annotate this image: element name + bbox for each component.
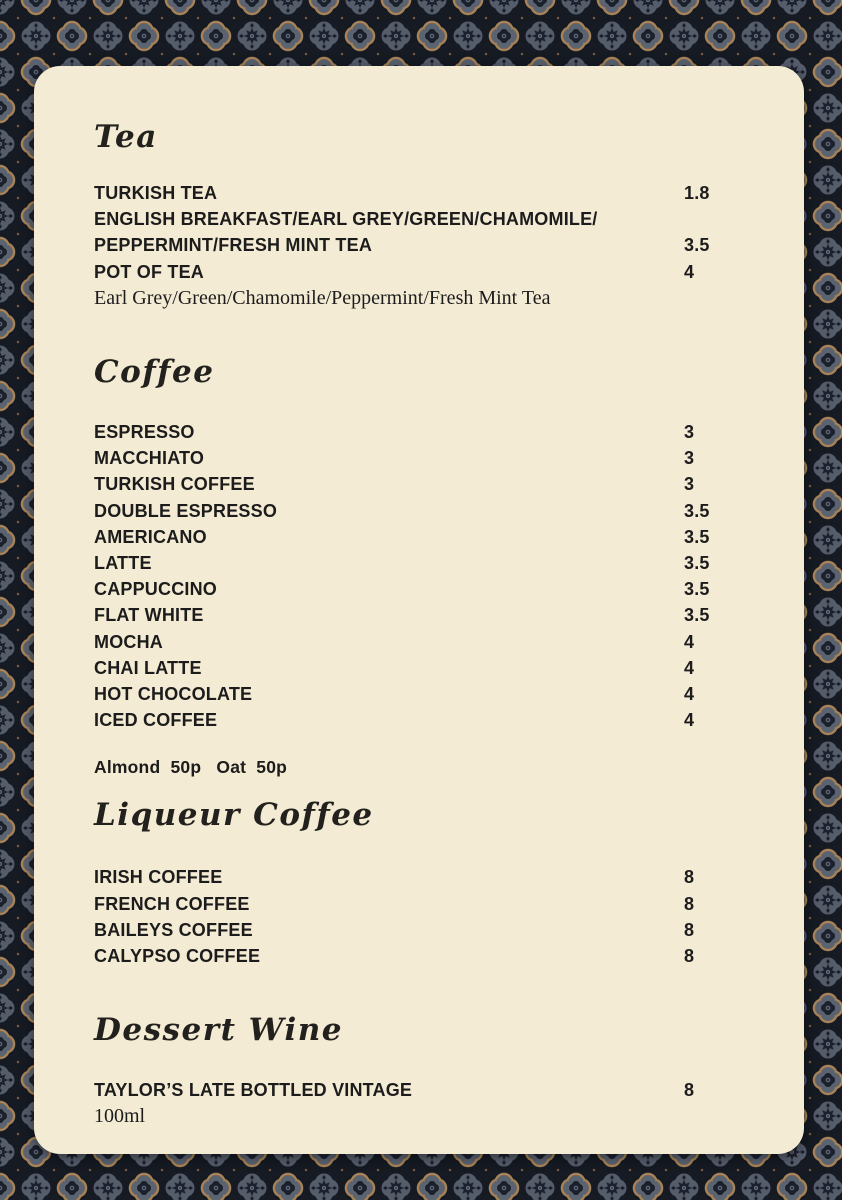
liqueur-coffee-items xyxy=(94,864,744,969)
item-price: 8 xyxy=(684,867,695,888)
item-price: 3.5 xyxy=(684,579,710,600)
section-heading-tea: Tea xyxy=(94,119,158,155)
item-price: 4 xyxy=(684,710,695,731)
menu-item-row xyxy=(94,232,744,258)
item-price: 8 xyxy=(684,893,695,914)
menu-item-row xyxy=(94,943,744,969)
item-name: 100ml xyxy=(94,1105,146,1128)
coffee-items xyxy=(94,419,744,733)
menu-item-row xyxy=(94,629,744,655)
menu-item-row xyxy=(94,681,744,707)
dessert-wine-items xyxy=(94,1077,744,1129)
item-name: DOUBLE ESPRESSO xyxy=(94,500,278,521)
menu-item-row xyxy=(94,524,744,550)
item-name: LATTE xyxy=(94,553,152,574)
menu-item-row xyxy=(94,419,744,445)
item-name: Earl Grey/Green/Chamomile/Peppermint/Fresh Mint Tea xyxy=(94,286,551,309)
item-name: FLAT WHITE xyxy=(94,605,204,626)
milk-options-note: Almond 50p Oat 50p xyxy=(94,757,288,778)
item-name: CAPPUCCINO xyxy=(94,579,218,600)
item-price: 3 xyxy=(684,448,695,469)
menu-item-row xyxy=(94,206,744,232)
item-name: CALYPSO COFFEE xyxy=(94,946,261,967)
menu-section-dessert-wine xyxy=(94,1009,744,1129)
menu-section-coffee xyxy=(94,351,744,778)
menu-card xyxy=(34,66,804,1154)
item-name: BAILEYS COFFEE xyxy=(94,919,253,940)
section-heading-coffee: Coffee xyxy=(94,354,215,391)
menu-item-row xyxy=(94,864,744,890)
item-price: 3.5 xyxy=(684,500,710,521)
menu-item-row xyxy=(94,1077,744,1103)
item-price: 8 xyxy=(684,946,695,967)
menu-item-row xyxy=(94,917,744,943)
item-price: 4 xyxy=(684,261,695,282)
menu-item-row xyxy=(94,259,744,285)
menu-item-row xyxy=(94,180,744,206)
item-name: ENGLISH BREAKFAST/EARL GREY/GREEN/CHAMOMILE/ xyxy=(94,209,598,230)
menu-section-tea xyxy=(94,116,744,311)
menu-item-row xyxy=(94,602,744,628)
item-name: TURKISH TEA xyxy=(94,183,218,203)
item-price: 4 xyxy=(684,631,695,652)
item-name: ICED COFFEE xyxy=(94,710,218,731)
item-price: 3 xyxy=(684,474,695,495)
item-price: 8 xyxy=(684,919,695,940)
menu-item-row xyxy=(94,550,744,576)
menu-item-row xyxy=(94,707,744,733)
item-name: PEPPERMINT/FRESH MINT TEA xyxy=(94,235,373,256)
item-price: 3.5 xyxy=(684,605,710,626)
item-name: MACCHIATO xyxy=(94,448,205,469)
item-price: 3.5 xyxy=(684,553,710,574)
item-name: FRENCH COFFEE xyxy=(94,893,250,914)
item-price: 8 xyxy=(684,1080,695,1101)
menu-item-row xyxy=(94,655,744,681)
item-name: ESPRESSO xyxy=(94,422,195,443)
item-serving-size xyxy=(94,1103,744,1129)
item-name: CHAI LATTE xyxy=(94,657,202,678)
menu-item-row xyxy=(94,891,744,917)
item-name: TAYLOR’S LATE BOTTLED VINTAGE xyxy=(94,1080,413,1101)
menu-item-row xyxy=(94,498,744,524)
tea-items xyxy=(94,180,744,311)
menu-item-row xyxy=(94,471,744,497)
item-name: IRISH COFFEE xyxy=(94,867,223,888)
item-price: 4 xyxy=(684,657,695,678)
item-price: 3.5 xyxy=(684,235,710,256)
item-price: 4 xyxy=(684,684,695,705)
item-name: POT OF TEA xyxy=(94,261,204,282)
item-price: 1.8 xyxy=(684,183,710,203)
item-variants-note xyxy=(94,285,744,311)
item-price: 3.5 xyxy=(684,526,710,547)
item-name: TURKISH COFFEE xyxy=(94,474,255,495)
menu-item-row xyxy=(94,576,744,602)
item-name: HOT CHOCOLATE xyxy=(94,684,253,705)
item-price: 3 xyxy=(684,422,695,443)
item-name: MOCHA xyxy=(94,631,163,652)
menu-section-liqueur-coffee xyxy=(94,794,744,969)
menu-item-row xyxy=(94,445,744,471)
section-heading-liqueur-coffee: Liqueur Coffee xyxy=(94,797,374,834)
item-name: AMERICANO xyxy=(94,526,207,547)
section-heading-dessert-wine: Dessert Wine xyxy=(94,1012,343,1049)
